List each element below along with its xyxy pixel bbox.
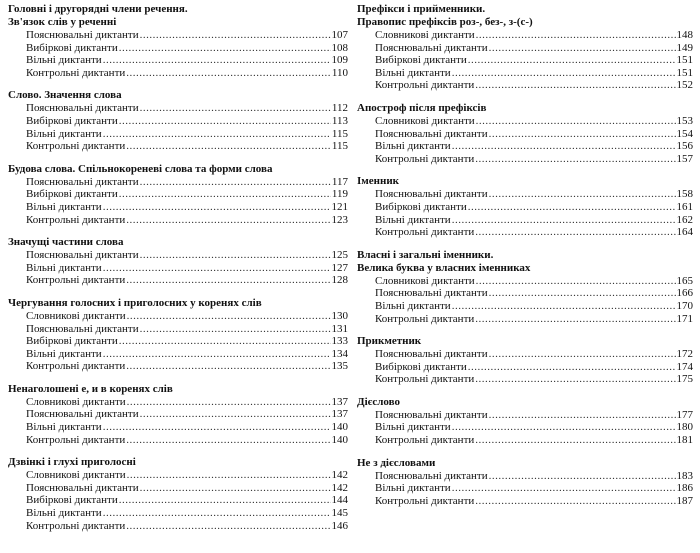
toc-entry	[375, 421, 693, 434]
toc-entry	[26, 214, 348, 227]
toc-entry-label: Вибіркові диктанти	[375, 360, 467, 373]
toc-right-column	[357, 0, 693, 507]
dot-leader	[452, 482, 676, 495]
toc-entry-label: Вільні диктанти	[375, 299, 451, 312]
toc-entry	[26, 520, 348, 533]
toc-entry	[26, 42, 348, 55]
dot-leader	[468, 361, 676, 374]
toc-section	[357, 396, 693, 447]
toc-entry	[26, 396, 348, 409]
toc-page-number: 144	[331, 494, 348, 507]
toc-entry-label: Контрольні диктанти	[26, 66, 126, 79]
dot-leader	[476, 115, 676, 128]
toc-entry-label: Вільні диктанти	[26, 507, 102, 520]
toc-section	[357, 249, 693, 325]
toc-page-number: 109	[331, 54, 348, 67]
toc-entry-label: Контрольні диктанти	[375, 226, 475, 239]
toc-section	[8, 89, 348, 152]
dot-leader	[127, 469, 331, 482]
dot-leader	[126, 274, 330, 287]
toc-section	[8, 3, 348, 79]
toc-entry-label: Контрольні диктанти	[375, 494, 475, 507]
toc-entry	[375, 188, 693, 201]
toc-entry-label: Вільні диктанти	[375, 213, 451, 226]
dot-leader	[119, 188, 331, 201]
section-spacer	[357, 92, 693, 102]
toc-entry	[26, 335, 348, 348]
toc-entry-list	[357, 348, 693, 386]
toc-page-number: 140	[331, 421, 348, 434]
toc-page-number: 153	[676, 114, 693, 127]
toc-entry	[26, 507, 348, 520]
toc-page-number: 151	[676, 54, 693, 67]
toc-entry-list	[8, 396, 348, 446]
toc-entry	[26, 140, 348, 153]
toc-entry-label: Пояснювальні диктанти	[26, 408, 139, 421]
toc-entry	[26, 201, 348, 214]
toc-page-number: 171	[676, 312, 693, 325]
section-spacer	[8, 446, 348, 456]
dot-leader	[126, 520, 330, 533]
toc-page-number: 137	[331, 395, 348, 408]
section-spacer	[357, 386, 693, 396]
toc-entry-label: Контрольні диктанти	[26, 274, 126, 287]
toc-entry	[375, 226, 693, 239]
toc-entry-label: Вибіркові диктанти	[26, 114, 118, 127]
toc-page-number: 180	[676, 421, 693, 434]
dot-leader	[452, 67, 676, 80]
dot-leader	[452, 140, 676, 153]
toc-entry-list	[8, 29, 348, 79]
toc-entry-label: Словникові диктанти	[375, 114, 475, 127]
toc-page-number: 115	[331, 127, 348, 140]
toc-entry-label: Словникові диктанти	[26, 469, 126, 482]
dot-leader	[127, 396, 331, 409]
toc-entry	[375, 79, 693, 92]
section-spacer	[8, 373, 348, 383]
toc-entry	[375, 275, 693, 288]
toc-page-number: 186	[676, 482, 693, 495]
toc-entry	[375, 348, 693, 361]
section-spacer	[8, 287, 348, 297]
section-heading: Дзвінкі і глухі приголосні	[8, 456, 136, 469]
toc-entry-label: Пояснювальні диктанти	[26, 102, 139, 115]
toc-page-number: 146	[331, 519, 348, 532]
toc-entry-label: Пояснювальні диктанти	[375, 41, 488, 54]
dot-leader	[103, 421, 331, 434]
toc-entry-label: Вільні диктанти	[26, 421, 102, 434]
toc-entry	[26, 67, 348, 80]
dot-leader	[119, 494, 331, 507]
toc-entry-label: Пояснювальні диктанти	[375, 188, 488, 201]
toc-page-number: 131	[331, 322, 348, 335]
toc-entry-label: Пояснювальні диктанти	[26, 29, 139, 41]
toc-entry	[375, 361, 693, 374]
toc-entry-label: Контрольні диктанти	[375, 152, 475, 165]
toc-page-number: 166	[676, 287, 693, 300]
toc-entry-label: Вільні диктанти	[26, 54, 102, 67]
toc-entry	[26, 408, 348, 421]
toc-page-number: 183	[676, 469, 693, 482]
toc-entry-label: Вільні диктанти	[375, 66, 451, 79]
toc-entry	[26, 188, 348, 201]
toc-entry-label: Контрольні диктанти	[375, 312, 475, 325]
section-heading: Прикметник	[357, 335, 422, 348]
toc-entry-label: Вільні диктанти	[26, 347, 102, 360]
toc-entry	[375, 153, 693, 166]
toc-entry-label: Вільні диктанти	[26, 261, 102, 274]
dot-leader	[489, 42, 676, 55]
dot-leader	[475, 373, 675, 386]
dot-leader	[476, 29, 676, 42]
toc-entry-list	[8, 469, 348, 532]
dot-leader	[103, 54, 331, 67]
toc-entry-label: Словникові диктанти	[26, 309, 126, 322]
dot-leader	[140, 176, 331, 189]
toc-entry-label: Вибіркові диктанти	[375, 54, 467, 67]
dot-leader	[452, 214, 676, 227]
toc-entry	[375, 482, 693, 495]
toc-entry-label: Контрольні диктанти	[26, 360, 126, 373]
toc-entry	[375, 140, 693, 153]
toc-entry-list	[8, 176, 348, 226]
toc-page-number: 134	[331, 347, 348, 360]
toc-page-number: 117	[331, 175, 348, 188]
toc-page-number: 115	[331, 140, 348, 153]
dot-leader	[119, 335, 331, 348]
toc-section	[8, 163, 348, 226]
toc-section	[357, 175, 693, 238]
toc-page-number: 121	[331, 200, 348, 213]
toc-section	[357, 102, 693, 165]
section-heading: Чергування голосних і приголосних у коренях слів	[8, 296, 262, 309]
toc-page-number: 142	[331, 469, 348, 482]
dot-leader	[126, 360, 330, 373]
dot-leader	[476, 275, 676, 288]
toc-section	[8, 297, 348, 373]
dot-leader	[103, 507, 331, 520]
toc-entry-label: Вільні диктанти	[375, 421, 451, 434]
dot-leader	[119, 42, 331, 55]
section-heading: Іменник	[357, 175, 400, 188]
section-heading: Власні і загальні іменники.	[357, 248, 494, 261]
toc-entry	[375, 29, 693, 42]
toc-section	[357, 457, 693, 508]
toc-page-number: 119	[331, 188, 348, 201]
toc-page-number: 107	[331, 29, 348, 41]
toc-entry	[375, 214, 693, 227]
toc-entry	[375, 470, 693, 483]
toc-entry	[26, 482, 348, 495]
toc-entry	[26, 323, 348, 336]
toc-entry	[375, 67, 693, 80]
toc-page-number: 158	[676, 188, 693, 201]
toc-entry-label: Пояснювальні диктанти	[375, 348, 488, 361]
toc-entry	[375, 409, 693, 422]
toc-entry-list	[357, 275, 693, 325]
dot-leader	[103, 201, 331, 214]
toc-section	[357, 335, 693, 386]
toc-entry-list	[8, 102, 348, 152]
dot-leader	[103, 128, 331, 141]
toc-page-number: 123	[331, 213, 348, 226]
section-spacer	[357, 325, 693, 335]
toc-page-number: 174	[676, 360, 693, 373]
toc-page-number: 164	[676, 226, 693, 239]
dot-leader	[489, 409, 676, 422]
toc-entry-label: Пояснювальні диктанти	[375, 408, 488, 421]
toc-page-number: 175	[676, 373, 693, 386]
section-heading: Зв'язок слів у реченні	[8, 16, 117, 28]
toc-entry	[375, 313, 693, 326]
toc-page-number: 154	[676, 127, 693, 140]
section-spacer	[357, 239, 693, 249]
toc-page-number: 130	[331, 309, 348, 322]
toc-page-number: 110	[331, 66, 348, 79]
toc-section	[8, 456, 348, 532]
toc-entry-label: Контрольні диктанти	[26, 519, 126, 532]
dot-leader	[140, 408, 331, 421]
toc-entry-label: Контрольні диктанти	[375, 434, 475, 447]
toc-entry-label: Вільні диктанти	[375, 482, 451, 495]
dot-leader	[119, 115, 331, 128]
section-heading: Правопис префіксів роз-, без-, з-(с-)	[357, 16, 533, 28]
section-spacer	[357, 165, 693, 175]
toc-entry-label: Вільні диктанти	[375, 140, 451, 153]
toc-entry	[375, 300, 693, 313]
toc-entry-label: Пояснювальні диктанти	[375, 287, 488, 300]
section-spacer	[357, 447, 693, 457]
toc-page-number: 113	[331, 114, 348, 127]
toc-entry	[375, 54, 693, 67]
toc-entry-label: Контрольні диктанти	[375, 373, 475, 386]
dot-leader	[489, 128, 676, 141]
dot-leader	[126, 434, 330, 447]
toc-entry	[26, 310, 348, 323]
toc-page-number: 125	[331, 249, 348, 262]
toc-page-number: 181	[676, 434, 693, 447]
toc-entry-list	[357, 188, 693, 238]
toc-entry-label: Пояснювальні диктанти	[26, 322, 139, 335]
toc-page-number: 137	[331, 408, 348, 421]
toc-entry-label: Контрольні диктанти	[26, 213, 126, 226]
dot-leader	[127, 310, 331, 323]
section-heading: Слово. Значення слова	[8, 89, 122, 102]
section-heading: Префікси і прийменники.	[357, 3, 486, 15]
dot-leader	[475, 153, 675, 166]
dot-leader	[475, 495, 675, 508]
section-heading: Дієслово	[357, 395, 401, 408]
toc-page-number: 156	[676, 140, 693, 153]
toc-page-number: 162	[676, 213, 693, 226]
toc-entry-label: Вибіркові диктанти	[26, 188, 118, 201]
toc-entry-label: Пояснювальні диктанти	[26, 175, 139, 188]
dot-leader	[468, 54, 676, 67]
toc-page-number: 135	[331, 360, 348, 373]
section-heading: Не з дієсловами	[357, 456, 436, 469]
dot-leader	[126, 214, 330, 227]
toc-entry	[375, 128, 693, 141]
toc-entry	[26, 249, 348, 262]
toc-entry-label: Вільні диктанти	[26, 200, 102, 213]
dot-leader	[452, 421, 676, 434]
dot-leader	[489, 470, 676, 483]
toc-entry-list	[357, 470, 693, 508]
dot-leader	[475, 313, 675, 326]
toc-section	[357, 3, 693, 92]
section-heading: Значущі частини слова	[8, 236, 124, 249]
toc-entry-list	[357, 409, 693, 447]
toc-entry-label: Контрольні диктанти	[26, 433, 126, 446]
toc-page-number: 145	[331, 507, 348, 520]
dot-leader	[475, 434, 675, 447]
toc-entry-label: Вільні диктанти	[26, 127, 102, 140]
dot-leader	[475, 79, 675, 92]
toc-page-number: 165	[676, 274, 693, 287]
toc-page-number: 140	[331, 433, 348, 446]
toc-page-number: 187	[676, 494, 693, 507]
dot-leader	[140, 249, 331, 262]
section-spacer	[8, 226, 348, 236]
toc-page-number: 152	[676, 79, 693, 92]
toc-entry	[375, 495, 693, 508]
toc-entry	[375, 115, 693, 128]
toc-entry	[26, 494, 348, 507]
toc-entry-label: Контрольні диктанти	[26, 140, 126, 153]
toc-page-number: 108	[331, 41, 348, 54]
toc-entry	[26, 469, 348, 482]
section-spacer	[8, 79, 348, 89]
section-heading: Головні і другорядні члени речення.	[8, 3, 188, 15]
section-heading: Будова слова. Спільнокореневі слова та форми слова	[8, 162, 273, 175]
dot-leader	[103, 262, 331, 275]
toc-entry	[26, 115, 348, 128]
toc-entry-label: Вибіркові диктанти	[26, 494, 118, 507]
toc-entry	[375, 42, 693, 55]
dot-leader	[126, 140, 331, 153]
toc-page-number: 177	[676, 408, 693, 421]
dot-leader	[140, 323, 331, 336]
section-spacer	[8, 153, 348, 163]
section-heading: Апостроф після префіксів	[357, 101, 487, 114]
toc-entry-list	[8, 310, 348, 373]
toc-page-number: 142	[331, 481, 348, 494]
toc-entry	[26, 54, 348, 67]
dot-leader	[140, 102, 331, 115]
toc-entry	[26, 434, 348, 447]
toc-entry	[26, 176, 348, 189]
toc-entry-list	[357, 29, 693, 92]
toc-page-number: 161	[676, 200, 693, 213]
toc-entry-list	[8, 249, 348, 287]
dot-leader	[140, 29, 331, 42]
toc-entry-label: Контрольні диктанти	[375, 79, 475, 92]
dot-leader	[489, 287, 676, 300]
toc-entry	[375, 373, 693, 386]
toc-entry-label: Словникові диктанти	[375, 29, 475, 41]
toc-section	[8, 383, 348, 446]
toc-page-number: 127	[331, 261, 348, 274]
toc-entry	[26, 360, 348, 373]
toc-entry-label: Пояснювальні диктанти	[375, 469, 488, 482]
dot-leader	[489, 348, 676, 361]
toc-page-number: 148	[676, 29, 693, 41]
toc-entry	[26, 348, 348, 361]
toc-page-number: 133	[331, 335, 348, 348]
toc-entry-label: Вибіркові диктанти	[26, 335, 118, 348]
toc-entry	[26, 274, 348, 287]
toc-entry	[26, 262, 348, 275]
toc-entry	[375, 434, 693, 447]
toc-page-number: 112	[331, 102, 348, 115]
toc-section	[8, 236, 348, 287]
toc-entry	[375, 201, 693, 214]
toc-entry-label: Вибіркові диктанти	[26, 41, 118, 54]
toc-page-number: 157	[676, 152, 693, 165]
toc-page-number: 128	[331, 274, 348, 287]
dot-leader	[468, 201, 676, 214]
toc-entry	[26, 421, 348, 434]
toc-left-column	[8, 0, 348, 532]
section-heading: Велика буква у власних іменниках	[357, 261, 531, 274]
toc-entry	[26, 102, 348, 115]
toc-page-number: 151	[676, 66, 693, 79]
dot-leader	[103, 348, 331, 361]
toc-entry-label: Пояснювальні диктанти	[26, 481, 139, 494]
toc-entry	[26, 29, 348, 42]
toc-entry-label: Словникові диктанти	[26, 395, 126, 408]
toc-entry-label: Пояснювальні диктанти	[375, 127, 488, 140]
toc-page-number: 172	[676, 348, 693, 361]
toc-page-number: 149	[676, 41, 693, 54]
toc-entry-label: Вибіркові диктанти	[375, 200, 467, 213]
toc-entry-label: Пояснювальні диктанти	[26, 249, 139, 262]
section-heading: Ненаголошені е, и в коренях слів	[8, 382, 173, 395]
dot-leader	[489, 188, 676, 201]
toc-page-number: 170	[676, 299, 693, 312]
dot-leader	[475, 226, 675, 239]
toc-entry	[26, 128, 348, 141]
toc-entry	[375, 287, 693, 300]
dot-leader	[126, 67, 331, 80]
toc-entry-list	[357, 115, 693, 165]
dot-leader	[140, 482, 331, 495]
toc-entry-label: Словникові диктанти	[375, 274, 475, 287]
dot-leader	[452, 300, 676, 313]
